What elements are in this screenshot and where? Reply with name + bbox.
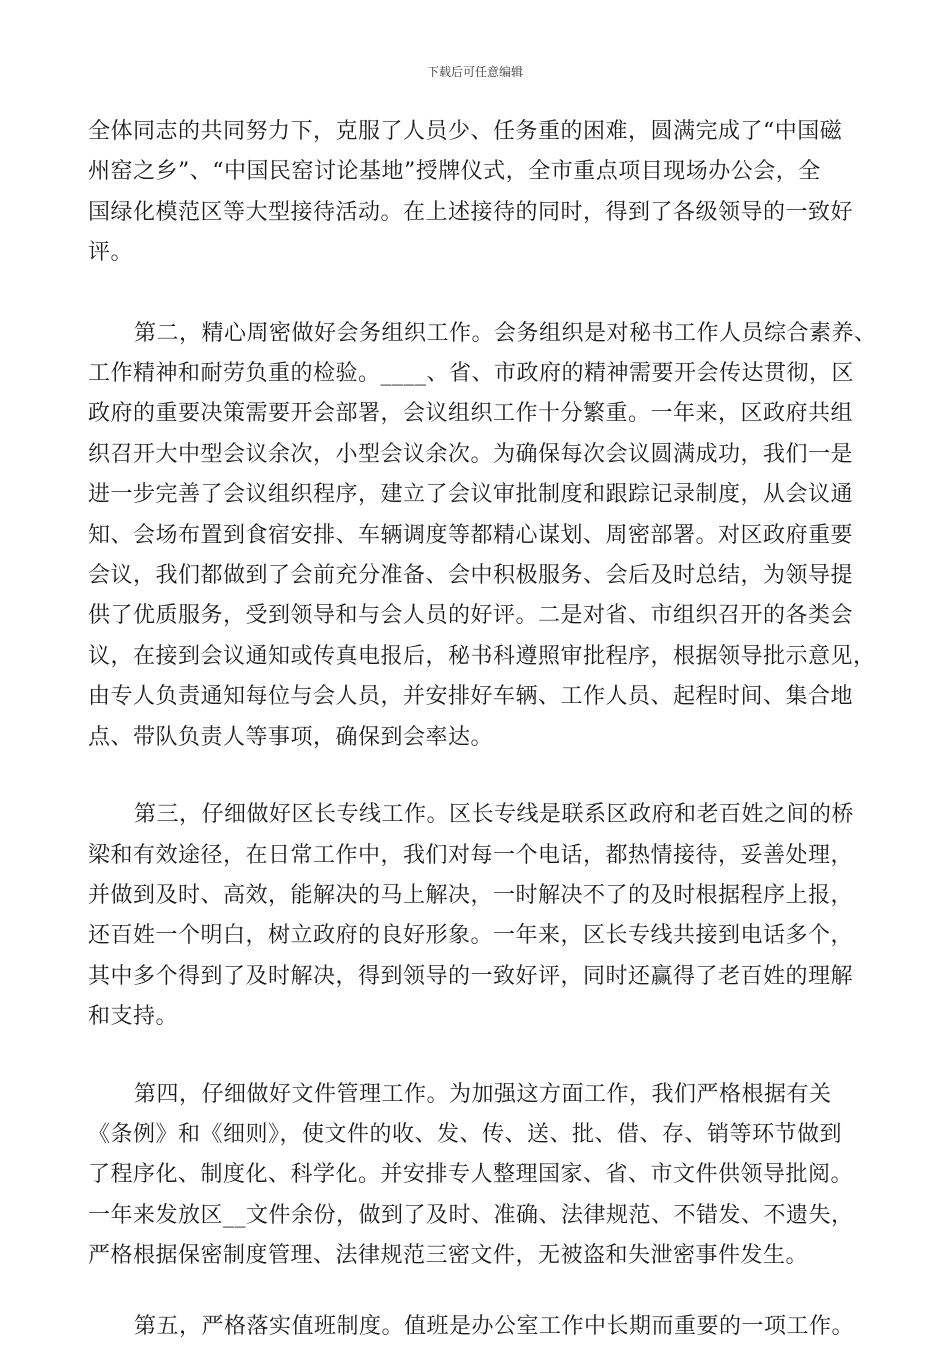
text-line: 会议，我们都做到了会前充分准备、会中积极服务、会后及时总结，为领导提 bbox=[88, 563, 854, 589]
text-line: 了程序化、制度化、科学化。并安排专人整理国家、省、市文件供领导批阅。 bbox=[88, 1162, 854, 1188]
text-line: 一年来发放区__文件余份，做到了及时、准确、法律规范、不错发、不遗失， bbox=[88, 1202, 854, 1228]
text-line: 知、会场布置到食宿安排、车辆调度等都精心谋划、周密部署。对区政府重要 bbox=[88, 522, 854, 548]
text-line: 供了优质服务，受到领导和与会人员的好评。二是对省、市组织召开的各类会 bbox=[88, 603, 854, 629]
paragraph-duty-system bbox=[88, 1307, 858, 1347]
paragraph-meeting-organization bbox=[88, 314, 877, 758]
document-body bbox=[88, 112, 877, 1347]
text-line: 还百姓一个明白，树立政府的良好形象。一年来，区长专线共接到电话多个， bbox=[88, 923, 854, 949]
page-header-caption: 下载后可任意编辑 bbox=[426, 65, 523, 79]
text-line: 第二，精心周密做好会务组织工作。会务组织是对秘书工作人员综合素养、 bbox=[134, 320, 877, 346]
text-line: 梁和有效途径，在日常工作中，我们对每一个电话，都热情接待，妥善处理， bbox=[88, 842, 854, 868]
paragraph-reception bbox=[88, 112, 858, 274]
text-line: 评。 bbox=[88, 240, 134, 266]
text-line: 进一步完善了会议组织程序，建立了会议审批制度和跟踪记录制度，从会议通 bbox=[88, 482, 854, 508]
paragraph-hotline bbox=[88, 795, 858, 1037]
text-line: 严格根据保密制度管理、法律规范三密文件，无被盗和失泄密事件发生。 bbox=[88, 1243, 809, 1269]
text-line: 其中多个得到了及时解决，得到领导的一致好评，同时还赢得了老百姓的理解 bbox=[88, 963, 854, 989]
text-line: 工作精神和耐劳负重的检验。____、省、市政府的精神需要开会传达贯彻，区 bbox=[88, 361, 855, 387]
text-line: 第五，严格落实值班制度。值班是办公室工作中长期而重要的一项工作。 bbox=[134, 1313, 855, 1339]
text-line: 《条例》和《细则》，使文件的收、发、传、送、批、借、存、销等环节做到 bbox=[88, 1121, 843, 1147]
text-line: 并做到及时、高效，能解决的马上解决，一时解决不了的及时根据程序上报， bbox=[88, 882, 854, 908]
text-line: 国绿化模范区等大型接待活动。在上述接待的同时，得到了各级领导的一致好 bbox=[88, 199, 854, 225]
text-line: 州窑之乡”、“中国民窑讨论基地”授牌仪式，全市重点项目现场办公会，全 bbox=[88, 159, 821, 185]
text-line: 织召开大中型会议余次，小型会议余次。为确保每次会议圆满成功，我们一是 bbox=[88, 441, 854, 467]
paragraph-document-management bbox=[88, 1075, 858, 1277]
text-line: 第四，仔细做好文件管理工作。为加强这方面工作，我们严格根据有关 bbox=[134, 1081, 832, 1107]
text-line: 第三，仔细做好区长专线工作。区长专线是联系区政府和老百姓之间的桥 bbox=[134, 802, 855, 828]
text-line: 议，在接到会议通知或传真电报后，秘书科遵照审批程序，根据领导批示意见， bbox=[88, 643, 876, 669]
text-line: 和支持。 bbox=[88, 1004, 179, 1030]
text-line: 点、带队负责人等事项，确保到会率达。 bbox=[88, 724, 494, 750]
text-line: 全体同志的共同努力下，克服了人员少、任务重的困难，圆满完成了“中国磁 bbox=[88, 119, 843, 144]
text-line: 由专人负责通知每位与会人员，并安排好车辆、工作人员、起程时间、集合地 bbox=[88, 684, 854, 710]
text-line: 政府的重要决策需要开会部署，会议组织工作十分繁重。一年来，区政府共组 bbox=[88, 401, 854, 427]
